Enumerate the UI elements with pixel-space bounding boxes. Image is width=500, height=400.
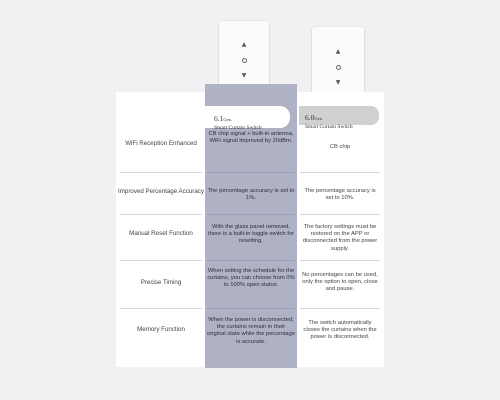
up-arrow-icon: ▲	[335, 47, 341, 55]
down-arrow-icon: ▼	[241, 71, 247, 79]
gen60-cell-reset: The factory settings must be restored on the APP or disconnected from the power supply.	[302, 224, 378, 252]
down-arrow-icon: ▼	[335, 78, 341, 86]
row-divider	[120, 172, 202, 173]
row-divider	[300, 308, 380, 309]
gen60-cell-memory: The switch automatically closes the curtains when the power is disconnected.	[303, 320, 377, 341]
gen61-cell-timing: When setting the schedule for the curtains, you can choose from 0% to 100% open status.	[207, 268, 295, 289]
gen60-cell-wifi: CB chip	[329, 144, 351, 150]
gen61-tab	[205, 106, 290, 131]
gen60-tab	[299, 106, 379, 130]
row-divider	[300, 214, 380, 215]
row-divider	[120, 260, 202, 261]
gen60-subtitle: Smart Curtain Switch	[305, 124, 353, 130]
row-divider	[120, 214, 202, 215]
row-label-reset: Manual Reset Function	[129, 230, 193, 237]
up-arrow-icon: ▲	[241, 40, 247, 48]
row-divider	[300, 260, 380, 261]
row-divider	[120, 308, 202, 309]
row-label-accuracy: Improved Percentage Accuracy	[118, 188, 204, 195]
gen61-cell-reset: With the glass panel removed, there is a built-in toggle switch for resetting.	[207, 224, 295, 245]
row-label-timing: Precise Timing	[140, 279, 182, 286]
row-divider	[207, 260, 295, 261]
pause-circle-icon	[336, 65, 341, 70]
row-divider	[207, 172, 295, 173]
row-label-wifi: WiFi Reception Enhanced	[125, 140, 197, 147]
gen60-version: 6.0Gen.	[305, 113, 323, 122]
gen61-cell-accuracy: The percentage accuracy is set to 1%.	[207, 188, 295, 202]
row-divider	[300, 172, 380, 173]
gen60-cell-accuracy: The percentage accuracy is set to 10%.	[304, 188, 376, 202]
row-divider	[207, 308, 295, 309]
row-label-memory: Memory Function	[137, 326, 185, 333]
gen61-version: 6.1Gen.	[214, 114, 232, 123]
row-divider	[207, 214, 295, 215]
gen61-subtitle: Smart Curtain Switch	[214, 125, 262, 131]
gen61-cell-wifi: CB chip signal + built-in antenna, WiFi signal improved by 20dBm.	[208, 131, 294, 145]
gen60-cell-timing: No percentages can be used, only the option to open, close and pause.	[302, 272, 378, 293]
pause-circle-icon	[242, 58, 247, 63]
gen61-cell-memory: When the power is disconnected, the curtains remain in their original state while the percentage is accurate.	[207, 317, 295, 345]
